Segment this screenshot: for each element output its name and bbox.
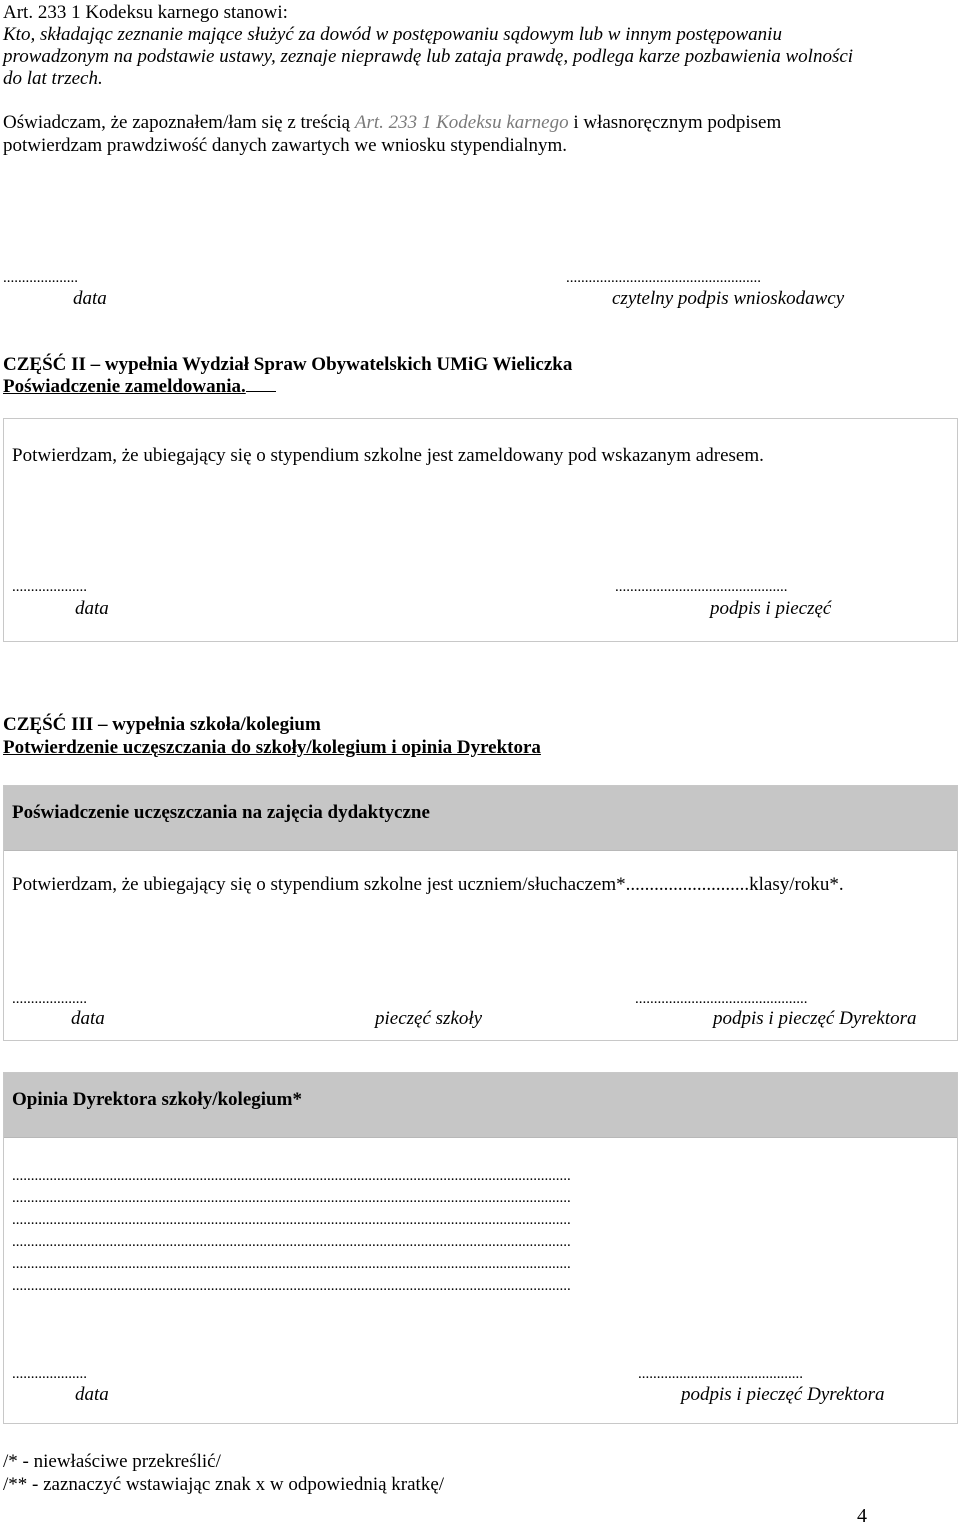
law-quote-line-3: do lat trzech. xyxy=(3,68,103,89)
attendance-signature-label: podpis i pieczęć Dyrektora xyxy=(713,1008,917,1029)
opinion-date-dots: .................... xyxy=(12,1366,87,1382)
opinion-line: ..................................................................................................................................................... xyxy=(12,1190,571,1206)
statement-prefix: Oświadczam, że zapoznałem/łam się z treścią xyxy=(3,112,351,133)
date-dots: .................... xyxy=(3,270,78,286)
opinion-signature-label: podpis i pieczęć Dyrektora xyxy=(681,1384,885,1405)
attendance-box xyxy=(3,785,958,1041)
opinion-box-header xyxy=(4,1073,957,1138)
part2-subtitle: Poświadczenie zameldowania. xyxy=(3,376,276,398)
attendance-date-label: data xyxy=(71,1008,105,1029)
statement-suffix: i własnoręcznym podpisem xyxy=(573,112,782,133)
signature-dots: .................................................... xyxy=(566,270,761,286)
opinion-line: ..................................................................................................................................................... xyxy=(12,1234,571,1250)
statement-line-1 xyxy=(3,112,781,134)
opinion-line: ..................................................................................................................................................... xyxy=(12,1278,571,1294)
part2-title: CZĘŚĆ II – wypełnia Wydział Spraw Obywatelskich UMiG Wieliczka xyxy=(3,354,573,375)
opinion-lines xyxy=(12,1165,571,1297)
footnote-1: /* - niewłaściwe przekreślić/ xyxy=(3,1451,221,1472)
opinion-line: ..................................................................................................................................................... xyxy=(12,1256,571,1272)
date-label: data xyxy=(73,288,107,309)
part2-text: Potwierdzam, że ubiegający się o stypendium szkolne jest zameldowany pod wskazanym adresem. xyxy=(12,445,764,466)
opinion-line: ..................................................................................................................................................... xyxy=(12,1168,571,1184)
signature-label: czytelny podpis wnioskodawcy xyxy=(612,288,845,309)
law-heading: Art. 233 1 Kodeksu karnego stanowi: xyxy=(3,2,288,23)
opinion-date-label: data xyxy=(75,1384,109,1405)
part2-box xyxy=(3,418,958,642)
footnote-2: /** - zaznaczyć wstawiając znak x w odpowiednią kratkę/ xyxy=(3,1474,445,1495)
attendance-stamp-label: pieczęć szkoły xyxy=(375,1008,483,1029)
attendance-text: Potwierdzam, że ubiegający się o stypendium szkolne jest uczniem/słuchaczem*..........................klasy/roku*. xyxy=(12,874,844,895)
part2-date-dots: .................... xyxy=(12,579,87,595)
law-quote-line-1: Kto, składając zeznanie mające służyć za dowód w postępowaniu sądowym lub w innym postępowaniu xyxy=(3,24,782,45)
part2-signature-dots: .............................................. xyxy=(615,579,788,595)
attendance-date-dots: .................... xyxy=(12,991,87,1007)
attendance-heading: Poświadczenie uczęszczania na zajęcia dydaktyczne xyxy=(12,802,430,823)
part3-subtitle: Potwierdzenie uczęszczania do szkoły/kolegium i opinia Dyrektora xyxy=(3,737,541,758)
statement-ref: Art. 233 1 Kodeksu karnego xyxy=(354,112,569,133)
page-number: 4 xyxy=(857,1505,867,1527)
part2-date-label: data xyxy=(75,598,109,619)
opinion-heading: Opinia Dyrektora szkoły/kolegium* xyxy=(12,1089,302,1110)
opinion-box xyxy=(3,1072,958,1424)
part2-signature-label: podpis i pieczęć xyxy=(710,598,832,619)
attendance-signature-dots: .............................................. xyxy=(635,991,808,1007)
statement-line-2: potwierdzam prawdziwość danych zawartych we wniosku stypendialnym. xyxy=(3,135,568,156)
opinion-line: ..................................................................................................................................................... xyxy=(12,1212,571,1228)
opinion-signature-dots: ............................................ xyxy=(638,1366,803,1382)
attendance-box-header xyxy=(4,786,957,851)
part3-title: CZĘŚĆ III – wypełnia szkoła/kolegium xyxy=(3,714,321,735)
law-quote-line-2: prowadzonym na podstawie ustawy, zeznaje nieprawdę lub zataja prawdę, podlega karze pozbawienia wolności xyxy=(3,46,854,67)
